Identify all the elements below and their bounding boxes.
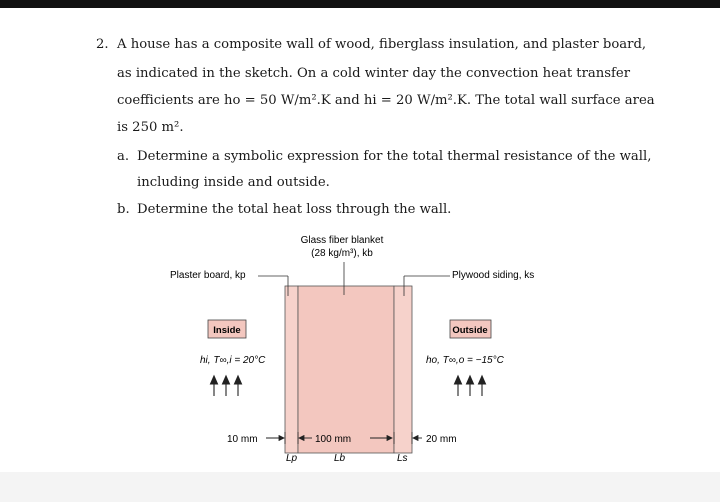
dim-plaster: 10 mm <box>227 434 258 445</box>
problem-line-2: as indicated in the sketch. On a cold winter day the convection heat transfer <box>117 66 631 81</box>
inside-convection-arrows-icon <box>211 376 242 396</box>
part-a-line-1: Determine a symbolic expression for the total thermal resistance of the wall, <box>137 149 652 164</box>
glass-fiber-layer <box>298 286 394 453</box>
problem-line-3: coefficients are ho = 50 W/m².K and hi = 20 W/m².K. The total wall surface area <box>117 93 655 108</box>
symbol-lb: Lb <box>334 453 346 464</box>
inside-label: Inside <box>213 325 241 336</box>
plaster-board-label: Plaster board, kp <box>170 270 246 281</box>
outside-label: Outside <box>452 325 488 336</box>
problem-line-1: A house has a composite wall of wood, fiberglass insulation, and plaster board, <box>117 37 647 52</box>
symbol-lp: Lp <box>286 453 298 464</box>
part-b-letter: b. <box>117 202 130 217</box>
plywood-siding-label: Plywood siding, ks <box>452 270 535 281</box>
symbol-ls: Ls <box>397 453 408 464</box>
part-a-letter: a. <box>117 149 130 164</box>
dim-glass: 100 mm <box>315 434 352 445</box>
inside-conditions: hi, T∞,i = 20°C <box>200 355 266 366</box>
problem-line-4: is 250 m². <box>117 120 184 135</box>
plaster-board-layer <box>285 286 298 453</box>
outside-convection-arrows-icon <box>455 376 486 396</box>
outside-conditions: ho, T∞,o = −15°C <box>426 355 504 366</box>
plywood-layer <box>394 286 412 453</box>
part-b-line-1: Determine the total heat loss through the wall. <box>137 202 452 217</box>
part-a-line-2: including inside and outside. <box>137 175 330 190</box>
dim-plywood: 20 mm <box>426 434 457 445</box>
glass-fiber-label-2: (28 kg/m³), kb <box>311 248 373 259</box>
problem-number: 2. <box>96 37 109 52</box>
glass-fiber-label-1: Glass fiber blanket <box>300 235 384 246</box>
